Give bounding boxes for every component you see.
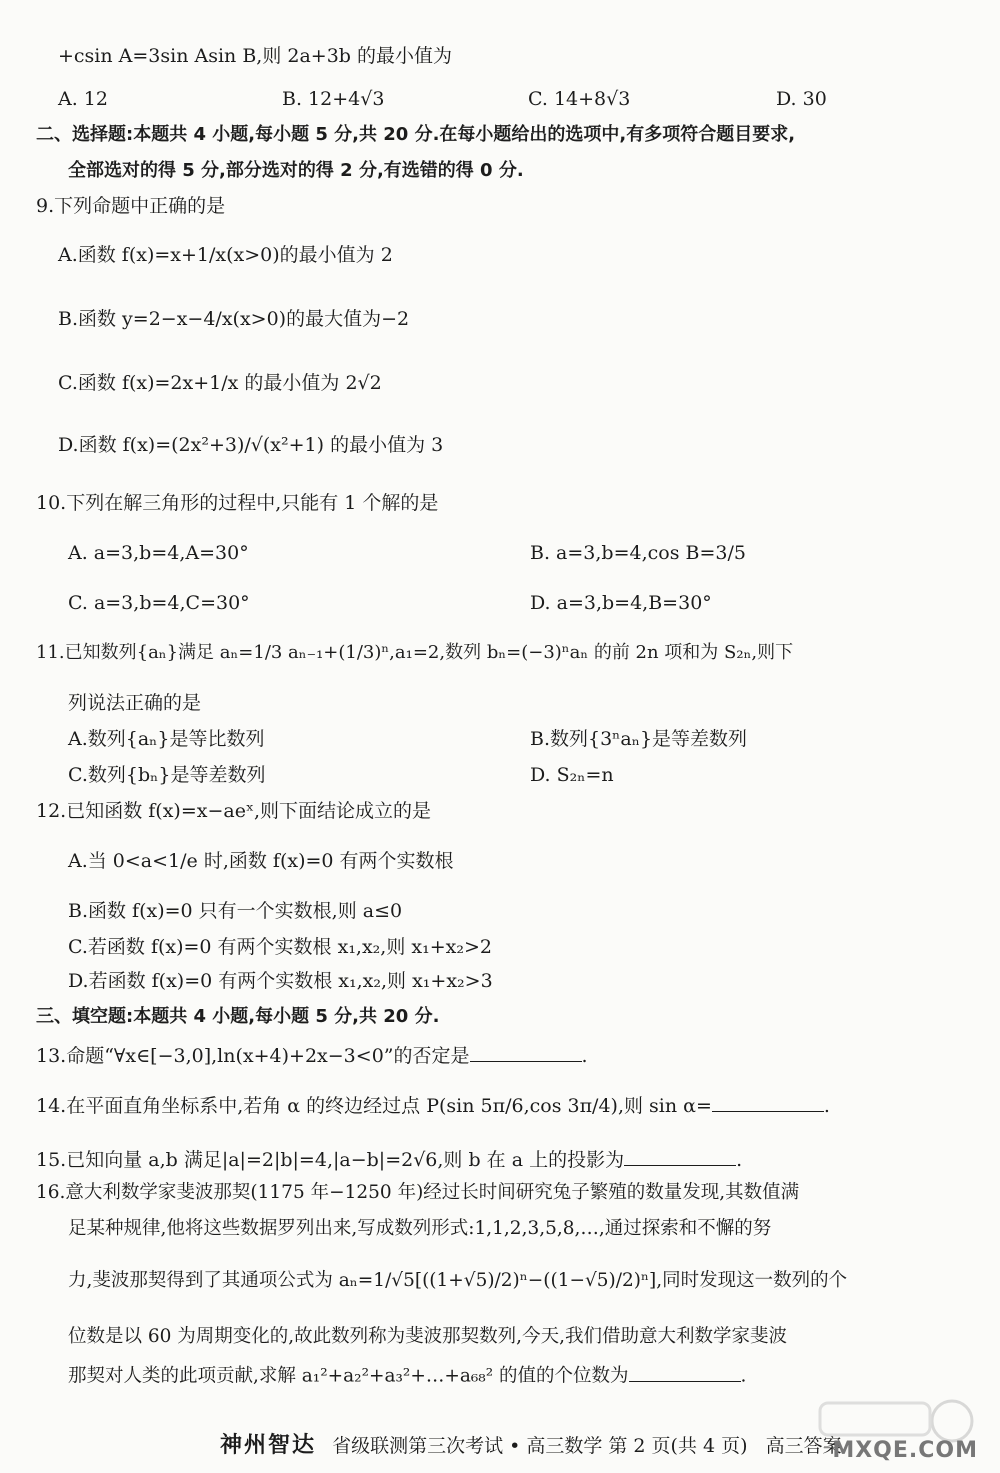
q12-option-a: A.当 0<a<1/e 时,函数 f(x)=0 有两个实数根 xyxy=(68,850,454,872)
section2-title: 二、选择题:本题共 4 小题,每小题 5 分,共 20 分.在每小题给出的选项中,有多项符合题目要求, xyxy=(36,124,796,145)
q11-stem: 11.已知数列{aₙ}满足 aₙ=1/3 aₙ₋₁+(1/3)ⁿ,a₁=2,数列 bₙ=(−3)ⁿaₙ 的前 2n 项和为 S₂ₙ,则下 xyxy=(36,642,794,663)
q8-option-b: B. 12+4√3 xyxy=(282,88,385,110)
q9-option-a: A.函数 f(x)=x+1/x(x>0)的最小值为 2 xyxy=(58,244,393,266)
q13-stem: 13.命题“∀x∈[−3,0],ln(x+4)+2x−3<0”的否定是 . xyxy=(36,1042,588,1068)
q12-stem: 12.已知函数 f(x)=x−aeˣ,则下面结论成立的是 xyxy=(36,800,432,822)
q10-option-d: D. a=3,b=4,B=30° xyxy=(530,592,712,614)
q8-option-d: D. 30 xyxy=(776,88,827,110)
q11-option-d: D. S₂ₙ=n xyxy=(530,764,614,786)
section3-title: 三、填空题:本题共 4 小题,每小题 5 分,共 20 分. xyxy=(36,1006,440,1027)
q15-stem: 15.已知向量 a,b 满足|a|=2|b|=4,|a−b|=2√6,则 b 在 a 上的投影为 . xyxy=(36,1146,742,1172)
q9-option-d: D.函数 f(x)=(2x²+3)/√(x²+1) 的最小值为 3 xyxy=(58,434,444,456)
q8-option-a: A. 12 xyxy=(58,88,108,110)
q9-option-b: B.函数 y=2−x−4/x(x>0)的最大值为−2 xyxy=(58,308,410,330)
section2-title-cont: 全部选对的得 5 分,部分选对的得 2 分,有选错的得 0 分. xyxy=(68,160,524,181)
footer-brand: 神州智达 xyxy=(220,1432,317,1458)
watermark-text: MXQE.COM xyxy=(832,1438,978,1463)
q11-option-a: A.数列{aₙ}是等比数列 xyxy=(68,728,265,750)
q13-answer-blank[interactable] xyxy=(470,1042,582,1062)
q15-answer-blank[interactable] xyxy=(624,1146,736,1166)
q16-line-5: 那契对人类的此项贡献,求解 a₁²+a₂²+a₃²+…+a₆₈² 的值的个位数为 . xyxy=(68,1362,746,1388)
q12-option-c: C.若函数 f(x)=0 有两个实数根 x₁,x₂,则 x₁+x₂>2 xyxy=(68,936,492,958)
q11-option-b: B.数列{3ⁿaₙ}是等差数列 xyxy=(530,728,748,750)
q9-option-c: C.函数 f(x)=2x+1/x 的最小值为 2√2 xyxy=(58,372,382,394)
q10-option-a: A. a=3,b=4,A=30° xyxy=(68,542,249,564)
footer-tail: 高三答案 xyxy=(765,1435,842,1457)
q15-text: 15.已知向量 a,b 满足|a|=2|b|=4,|a−b|=2√6,则 b 在 a 上的投影为 xyxy=(36,1149,625,1171)
q8-stem-continued: +csin A=3sin Asin B,则 2a+3b 的最小值为 xyxy=(58,45,452,67)
q16-line-4: 位数是以 60 为周期变化的,故此数列称为斐波那契数列,今天,我们借助意大利数学家斐波 xyxy=(68,1326,787,1347)
q11-stem-cont: 列说法正确的是 xyxy=(68,692,202,714)
q16-text: 那契对人类的此项贡献,求解 a₁²+a₂²+a₃²+…+a₆₈² 的值的个位数为 xyxy=(68,1365,629,1387)
q10-option-c: C. a=3,b=4,C=30° xyxy=(68,592,250,614)
q14-text: 14.在平面直角坐标系中,若角 α 的终边经过点 P(sin 5π/6,cos 3π/4),则 sin α= xyxy=(36,1095,712,1117)
q10-option-b: B. a=3,b=4,cos B=3/5 xyxy=(530,542,746,564)
q12-option-d: D.若函数 f(x)=0 有两个实数根 x₁,x₂,则 x₁+x₂>3 xyxy=(68,970,493,992)
q12-option-b: B.函数 f(x)=0 只有一个实数根,则 a≤0 xyxy=(68,900,403,922)
q16-line-1: 16.意大利数学家斐波那契(1175 年−1250 年)经过长时间研究兔子繁殖的数量发现,其数值满 xyxy=(36,1182,800,1203)
q16-line-2: 足某种规律,他将这些数据罗列出来,写成数列形式:1,1,2,3,5,8,…,通过探索和不懈的努 xyxy=(68,1218,772,1239)
page-footer xyxy=(220,1428,842,1459)
q13-text: 13.命题“∀x∈[−3,0],ln(x+4)+2x−3<0”的否定是 xyxy=(36,1045,470,1067)
q8-option-c: C. 14+8√3 xyxy=(528,88,631,110)
q10-stem: 10.下列在解三角形的过程中,只能有 1 个解的是 xyxy=(36,492,439,514)
footer-text: 省级联测第三次考试 • 高三数学 第 2 页(共 4 页) xyxy=(332,1435,748,1457)
q11-option-c: C.数列{bₙ}是等差数列 xyxy=(68,764,266,786)
q16-answer-blank[interactable] xyxy=(629,1362,741,1382)
q16-line-3: 力,斐波那契得到了其通项公式为 aₙ=1/√5[((1+√5)/2)ⁿ−((1−√5)/2)ⁿ],同时发现这一数列的个 xyxy=(68,1270,848,1291)
q14-stem: 14.在平面直角坐标系中,若角 α 的终边经过点 P(sin 5π/6,cos 3π/4),则 sin α= . xyxy=(36,1092,830,1118)
q14-answer-blank[interactable] xyxy=(712,1092,824,1112)
q9-stem: 9.下列命题中正确的是 xyxy=(36,195,226,217)
